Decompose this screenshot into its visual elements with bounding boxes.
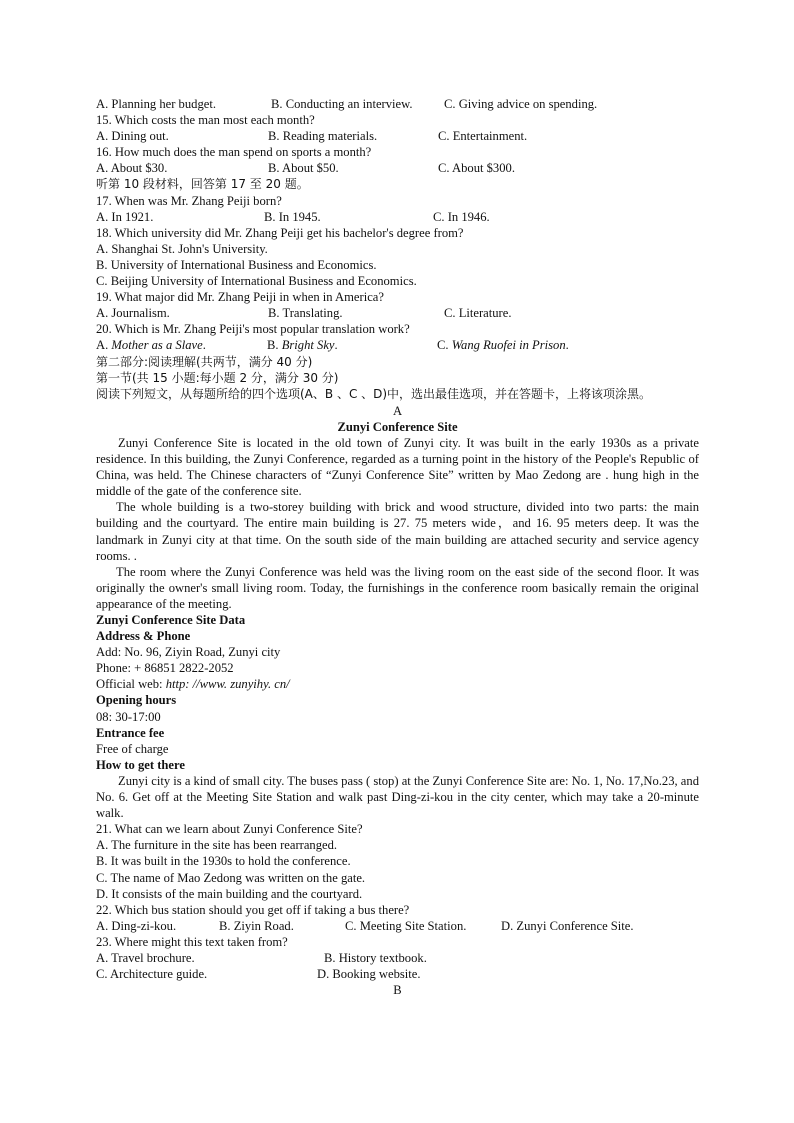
option-b: B. Conducting an interview. bbox=[271, 97, 413, 111]
option-b: B. Reading materials. bbox=[268, 129, 378, 144]
option-c: C. Wang Ruofei in Prison. bbox=[437, 338, 569, 353]
question-15: 15. Which costs the man most each month? bbox=[96, 113, 315, 128]
exam-page bbox=[96, 96, 699, 998]
paragraph-2: The whole building is a two-storey building with brick and wood structure, divided into two parts: the main building and the courtyard. The entire main building is 27. 75 meters wide，and 16. 95 meters deep. It was the landmark in Zunyi city at that time. On the south side of the main building are attached security and service agency rooms. . bbox=[96, 500, 699, 563]
q21-option-a: A. The furniture in the site has been rearranged. bbox=[96, 838, 338, 853]
option-a: A. Mother as a Slave. bbox=[96, 338, 206, 353]
option-b: B. History textbook. bbox=[324, 950, 427, 965]
option-d: D. Booking website. bbox=[317, 967, 421, 982]
q19-options bbox=[96, 305, 699, 321]
passage-letter-a: A bbox=[392, 403, 403, 418]
phone: Phone: + 86851 2822-2052 bbox=[96, 661, 234, 676]
passage-letter-b: B bbox=[393, 983, 402, 998]
web-label: Official web: bbox=[96, 677, 166, 692]
fee: Free of charge bbox=[96, 741, 169, 756]
part-2-heading: 第二部分:阅读理解(共两节，满分 40 分) bbox=[96, 354, 313, 369]
q14-options bbox=[96, 96, 699, 112]
hours-heading: Opening hours bbox=[96, 693, 177, 708]
address: Add: No. 96, Ziyin Road, Zunyi city bbox=[96, 645, 281, 660]
option-a: A. About $30. bbox=[96, 161, 168, 176]
option-b: B. Bright Sky. bbox=[267, 338, 338, 353]
option-c: C. About $300. bbox=[438, 161, 515, 176]
question-23: 23. Where might this text taken from? bbox=[96, 934, 288, 949]
data-heading: Zunyi Conference Site Data bbox=[96, 613, 246, 627]
instructions: 阅读下列短文，从每题所给的四个选项(A、B 、C 、D)中，选出最佳选项，并在答题卡，上将该项涂黑。 bbox=[96, 386, 652, 401]
option-a: A. Ding-zi-kou. bbox=[96, 918, 177, 933]
question-20: 20. Which is Mr. Zhang Peiji's most popular translation work? bbox=[96, 322, 410, 337]
option-a: A. In 1921. bbox=[96, 209, 154, 224]
question-19: 19. What major did Mr. Zhang Peiji in when in America? bbox=[96, 290, 384, 305]
hours: 08: 30-17:00 bbox=[96, 709, 161, 724]
question-16: 16. How much does the man spend on sports a month? bbox=[96, 145, 372, 160]
option-a: A. Planning her budget. bbox=[96, 97, 216, 111]
option-a: A. Journalism. bbox=[96, 306, 170, 321]
question-17: 17. When was Mr. Zhang Peiji born? bbox=[96, 193, 282, 208]
option-a: A. Travel brochure. bbox=[96, 950, 195, 965]
fee-heading: Entrance fee bbox=[96, 725, 165, 740]
section-10-heading: 听第 10 段材料，回答第 17 至 20 题。 bbox=[96, 177, 309, 192]
question-21: 21. What can we learn about Zunyi Conference Site? bbox=[96, 822, 363, 837]
q21-option-b: B. It was built in the 1930s to hold the conference. bbox=[96, 854, 351, 869]
option-b: B. Translating. bbox=[268, 306, 343, 321]
official-web bbox=[96, 676, 699, 692]
option-c: C. Architecture guide. bbox=[96, 967, 208, 982]
how-text: Zunyi city is a kind of small city. The buses pass ( stop) at the Zunyi Conference Site are: No. 1, No. 17,No.23, and No. 6. Get off at the Meeting Site Station and walk past Ding-zi-kou in the city center, which may take a 20-minute walk. bbox=[96, 773, 699, 821]
q20-options bbox=[96, 337, 699, 353]
section-1-heading: 第一节(共 15 小题:每小题 2 分，满分 30 分) bbox=[96, 370, 339, 385]
option-c: C. Entertainment. bbox=[438, 129, 528, 144]
q21-option-c: C. The name of Mao Zedong was written on the gate. bbox=[96, 870, 366, 885]
address-heading: Address & Phone bbox=[96, 629, 191, 644]
q23-options-ab bbox=[96, 950, 699, 966]
passage-title: Zunyi Conference Site bbox=[337, 419, 458, 434]
q16-options bbox=[96, 160, 699, 176]
option-c: C. Literature. bbox=[444, 306, 512, 321]
option-b: B. In 1945. bbox=[264, 209, 321, 224]
option-b: B. About $50. bbox=[268, 161, 339, 176]
q21-option-d: D. It consists of the main building and the courtyard. bbox=[96, 886, 363, 901]
option-c: C. In 1946. bbox=[433, 209, 490, 224]
q18-option-b: B. University of International Business and Economics. bbox=[96, 257, 377, 272]
q23-options-cd bbox=[96, 966, 699, 982]
option-d: D. Zunyi Conference Site. bbox=[501, 918, 634, 933]
paragraph-1: Zunyi Conference Site is located in the old town of Zunyi city. It was built in the early 1930s as a private residence. In this building, the Zunyi Conference, regarded as a turning point in the history of the People's Republic of China, was held. The Chinese characters of “Zunyi Conference Site” written by Mao Zedong are . hung high in the middle of the gate of the conference site. bbox=[96, 435, 699, 499]
q18-option-a: A. Shanghai St. John's University. bbox=[96, 241, 268, 256]
q17-options bbox=[96, 209, 699, 225]
option-b: B. Ziyin Road. bbox=[219, 918, 294, 933]
q22-options bbox=[96, 918, 699, 934]
paragraph-3: The room where the Zunyi Conference was held was the living room on the east side of the second floor. It was originally the owner's small living room. Today, the furnishings in the conference room basically remain the original appearance of the meeting. bbox=[96, 564, 699, 611]
option-c: C. Giving advice on spending. bbox=[444, 97, 598, 111]
option-a: A. Dining out. bbox=[96, 129, 169, 144]
q18-option-c: C. Beijing University of International Business and Economics. bbox=[96, 274, 417, 289]
web-url: http: //www. zunyihy. cn/ bbox=[165, 677, 290, 692]
how-heading: How to get there bbox=[96, 757, 185, 772]
question-18: 18. Which university did Mr. Zhang Peiji get his bachelor's degree from? bbox=[96, 225, 464, 240]
question-22: 22. Which bus station should you get off if taking a bus there? bbox=[96, 902, 410, 917]
q15-options bbox=[96, 128, 699, 144]
option-c: C. Meeting Site Station. bbox=[345, 918, 467, 933]
